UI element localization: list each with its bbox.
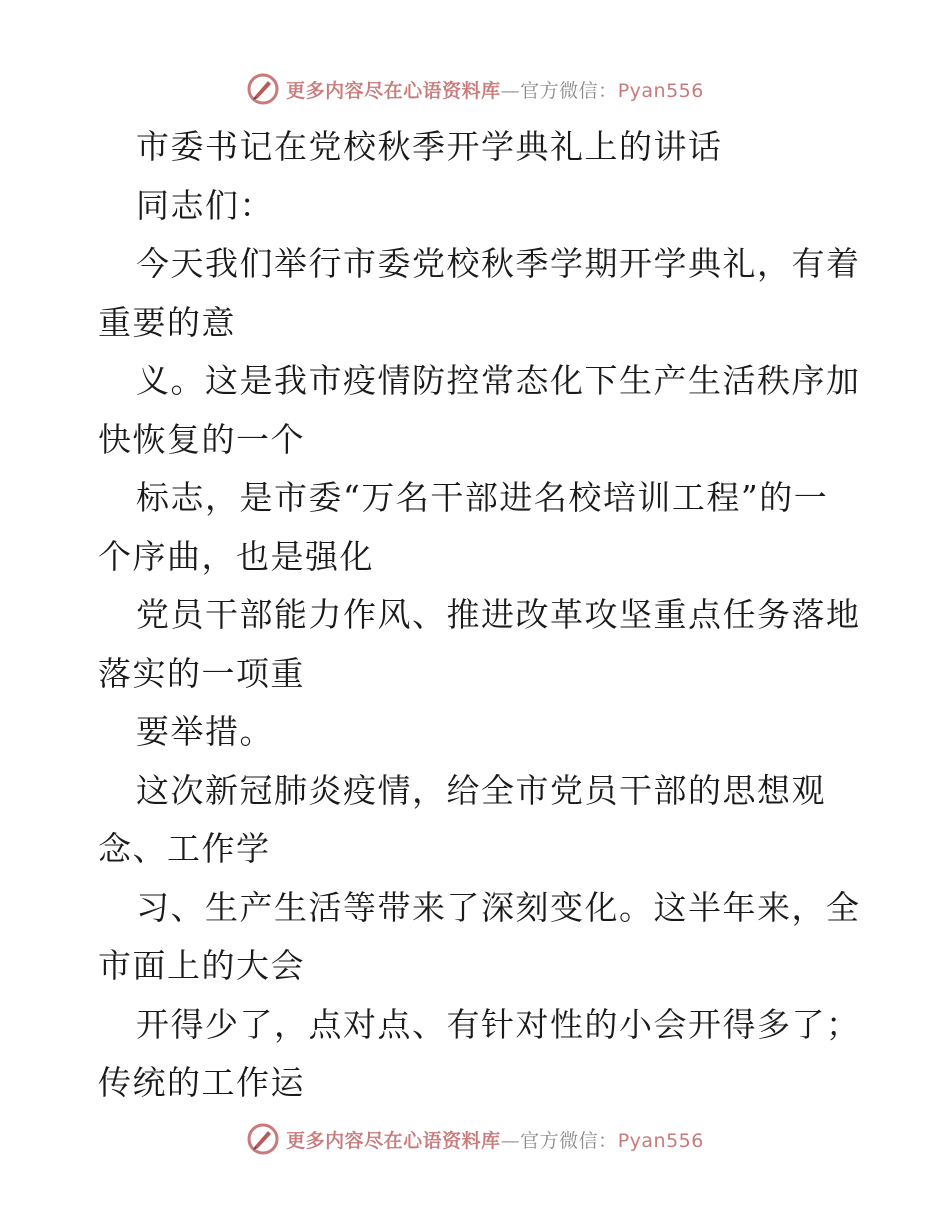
text-line: 念、工作学 (98, 829, 271, 868)
text-line: 快恢复的一个 (98, 419, 305, 459)
text-line: 义。这是我市疫情防控常态化下生产生活秩序加 (136, 361, 861, 400)
text-line: 要举措。 (136, 712, 274, 751)
text-line: 重要的意 (98, 302, 236, 342)
text-line: 落实的一项重 (98, 653, 305, 693)
text-line: 这次新冠肺炎疫情，给全市党员干部的思想观 (136, 770, 826, 810)
quill-pen-logo-icon (246, 1122, 280, 1156)
text-line: 同志们： (136, 185, 274, 225)
footer-watermark (0, 1122, 950, 1156)
quill-pen-logo-icon (246, 72, 280, 106)
text-line: 个序曲，也是强化 (98, 536, 374, 576)
text-line: 市面上的大会 (98, 946, 305, 985)
text-line: 习、生产生活等带来了深刻变化。这半年来，全 (136, 887, 861, 927)
text-line: 开得少了，点对点、有针对性的小会开得多了； (136, 1004, 861, 1044)
watermark-text: 更多内容尽在心语资料库—官方微信：Pyan556 (286, 79, 704, 102)
header-watermark (0, 72, 950, 106)
text-line: 标志，是市委“万名干部进名校培训工程”的一 (136, 478, 829, 517)
document-title: 市委书记在党校秋季开学典礼上的讲话 (136, 127, 723, 166)
text-line: 今天我们举行市委党校秋季学期开学典礼，有着 (136, 244, 861, 283)
text-line: 党员干部能力作风、推进改革攻坚重点任务落地 (136, 595, 861, 634)
watermark-text: 更多内容尽在心语资料库—官方微信：Pyan556 (286, 1129, 704, 1152)
text-line: 传统的工作运 (98, 1063, 305, 1102)
document-body (98, 118, 861, 1113)
